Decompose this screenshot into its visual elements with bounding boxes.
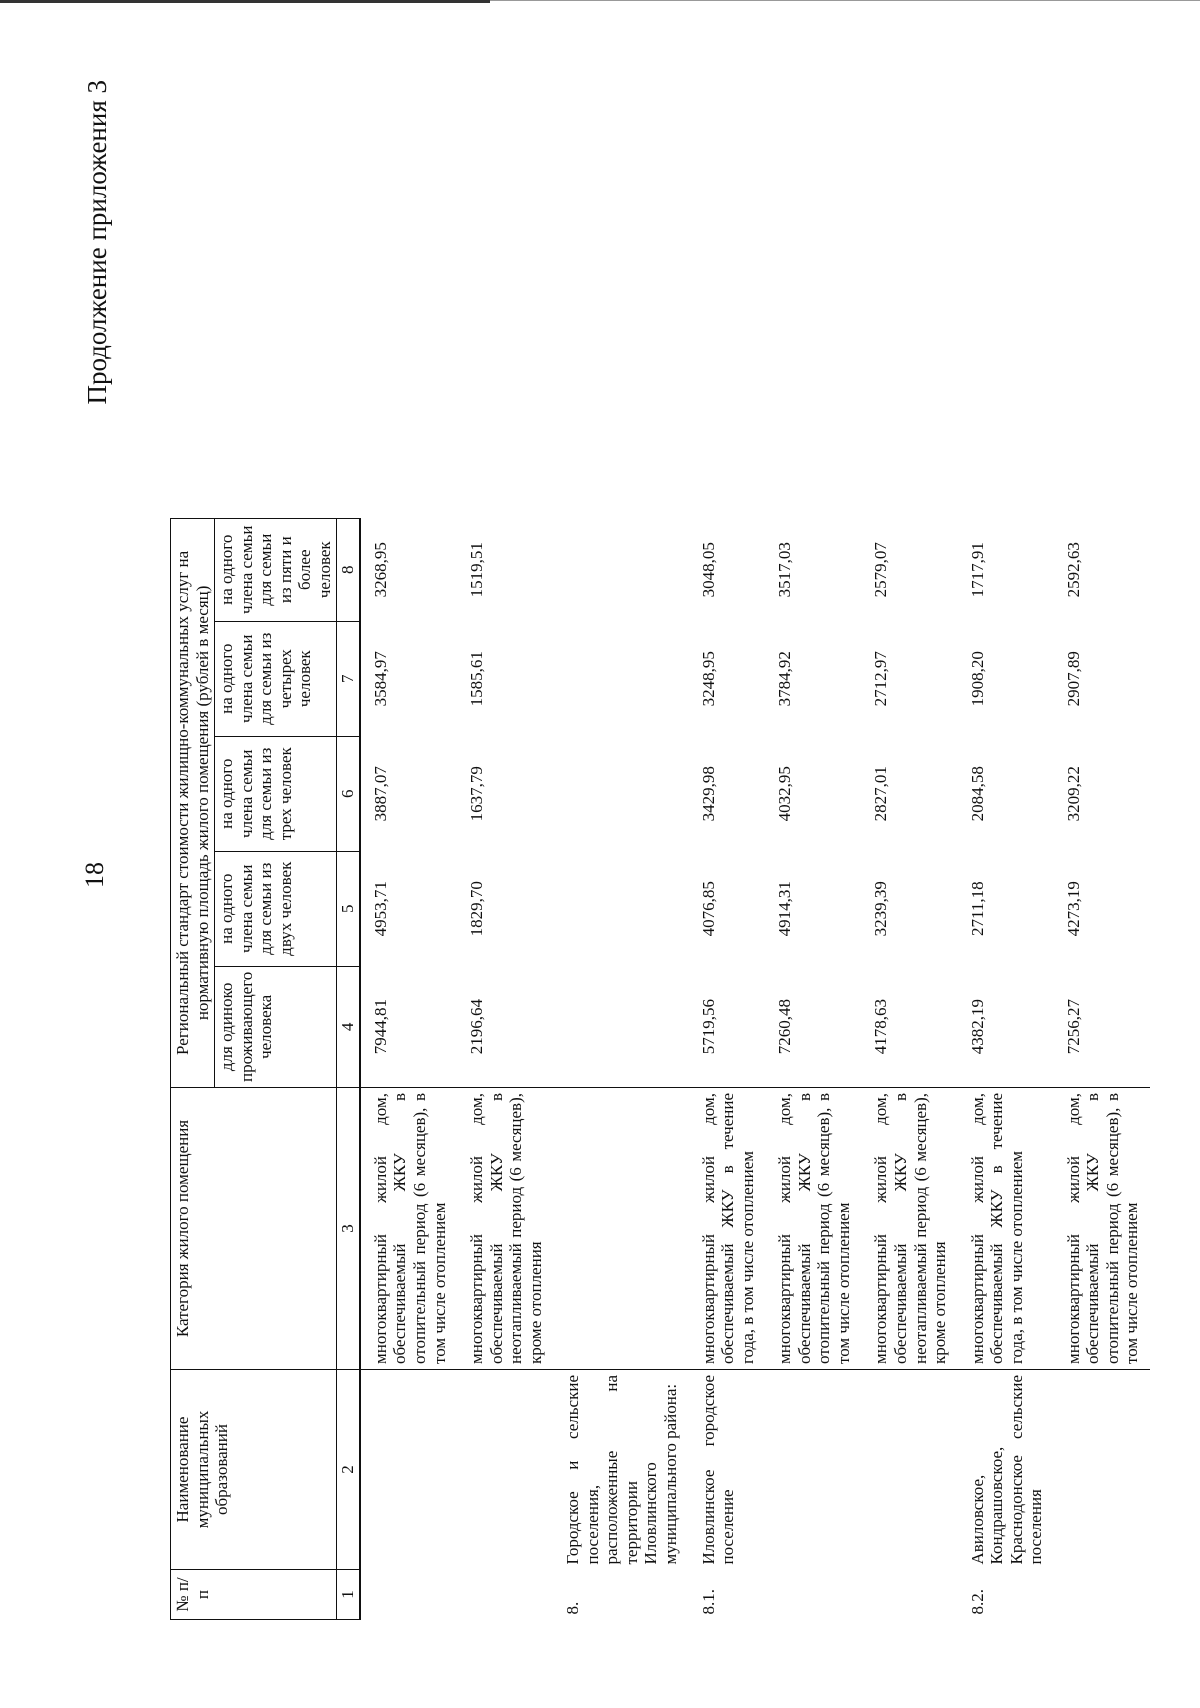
row-value-family-4 [553,621,688,736]
row-value-family-3: 2084,58 [967,766,987,822]
row-value-family-2: 4953,71 [370,881,390,937]
row-municipality [360,1370,457,1570]
row-municipality: Иловлинское городское поселение [698,1375,738,1565]
row-municipality [457,1370,553,1570]
row-value-single: 4178,63 [861,966,957,1087]
row-num [457,1570,553,1620]
header-col5: на одного члена семьи для семьи из двух человек [215,851,337,966]
column-number: 5 [337,851,360,966]
row-value-family-5plus: 2579,07 [871,542,891,598]
row-value-single: 7256,27 [1054,966,1150,1087]
row-value-family-2: 4273,19 [1063,881,1083,937]
row-category: многоквартирный жилой дом, обеспечиваемый ЖКУ в течение года, в том числе отоплением [958,1088,1054,1370]
row-category [553,1088,688,1370]
row-municipality: Городское и сельские поселения, расположенные на территории Иловлинского муниципального района: [563,1375,681,1565]
row-municipality [1054,1370,1150,1570]
table-row [861,518,957,1619]
column-number: 3 [337,1088,360,1370]
row-category: многоквартирный жилой дом, обеспечиваемый ЖКУ в течение года, в том числе отоплением [689,1088,766,1370]
row-value-family-3: 3887,07 [370,766,390,822]
row-value-family-5plus: 3048,05 [698,542,718,598]
row-category: многоквартирный жилой дом, обеспечиваемый ЖКУ в отопительный период (6 месяцев), в том числе отоплением [1054,1088,1150,1370]
row-value-family-3: 2827,01 [871,766,891,822]
row-category: многоквартирный жилой дом, обеспечиваемый ЖКУ в отопительный период (6 месяцев), в том числе отоплением [360,1088,457,1370]
row-category: многоквартирный жилой дом, обеспечиваемый ЖКУ в отопительный период (6 месяцев), в том числе отоплением [765,1088,861,1370]
header-standard: Региональный стандарт стоимости жилищно-коммунальных услуг на нормативную площадь жилого помещения (рублей в месяц) [171,518,215,1087]
row-category: многоквартирный жилой дом, обеспечиваемый ЖКУ в неотапливаемый период (6 месяцев), кроме отопления [861,1088,957,1370]
table-row [765,518,861,1619]
row-value-family-4: 3584,97 [370,651,390,707]
row-value-family-2 [553,851,688,966]
continuation-label: Продолжение приложения 3 [82,80,112,405]
row-value-family-2: 4076,85 [698,881,718,937]
header-name: Наименование муниципальных образований [171,1370,337,1570]
row-value-family-4: 2907,89 [1063,651,1083,707]
table-header-row [171,518,215,1619]
column-number: 4 [337,966,360,1087]
row-value-family-5plus: 3268,95 [370,542,390,598]
header-col6: на одного члена семьи для семьи из трех человек [215,736,337,851]
row-value-family-4: 1585,61 [467,651,487,707]
row-value-single: 7260,48 [765,966,861,1087]
row-value-family-4: 2712,97 [871,651,891,707]
table-row [689,518,766,1619]
row-value-single: 2196,64 [457,966,553,1087]
column-number: 2 [337,1370,360,1570]
header-col4: для одиноко проживающего человека [215,966,337,1087]
column-number-row [337,518,360,1619]
row-num [1054,1570,1150,1620]
row-value-family-5plus: 3517,03 [775,542,795,598]
row-num: 8.2. [967,1589,987,1615]
table-row [457,518,553,1619]
header-category: Категория жилого помещения [171,1088,337,1370]
row-category: многоквартирный жилой дом, обеспечиваемый ЖКУ в неотапливаемый период (6 месяцев), кроме отопления [457,1088,553,1370]
row-municipality [765,1370,861,1570]
row-value-single [553,966,688,1087]
row-value-family-3: 3209,22 [1063,766,1083,822]
row-value-family-5plus: 1519,51 [467,542,487,598]
row-value-family-5plus: 2592,63 [1063,542,1083,598]
row-value-single: 5719,56 [689,966,766,1087]
row-value-family-3: 3429,98 [698,766,718,822]
row-value-single: 7944,81 [360,966,457,1087]
row-value-family-2: 4914,31 [775,881,795,937]
row-num [360,1570,457,1620]
row-value-family-4: 1908,20 [967,651,987,707]
row-value-family-5plus: 1717,91 [967,542,987,598]
row-value-family-3 [553,736,688,851]
column-number: 7 [337,621,360,736]
row-value-family-2: 2711,18 [967,881,987,937]
row-value-single: 4382,19 [958,966,1054,1087]
column-number: 1 [337,1570,360,1620]
row-value-family-2: 1829,70 [467,881,487,937]
header-col7: на одного члена семьи для семьи из четырех человек [215,621,337,736]
header-col8: на одного члена семьи для семьи из пяти и более человек [215,518,337,621]
row-num: 8. [563,1601,583,1615]
row-value-family-5plus [553,518,688,621]
column-number: 6 [337,736,360,851]
row-value-family-3: 1637,79 [467,766,487,822]
row-municipality: Авиловское, Кондрашовское, Краснодонское сельские поселения [967,1375,1046,1565]
table-row [360,518,457,1619]
column-number: 8 [337,518,360,621]
header-num: № п/п [171,1570,337,1620]
row-value-family-2: 3239,39 [871,881,891,937]
row-num: 8.1. [698,1589,718,1615]
row-num [765,1570,861,1620]
table-row [553,518,688,1619]
row-value-family-3: 4032,95 [775,766,795,822]
row-num [861,1570,957,1620]
row-municipality [861,1370,957,1570]
row-value-family-4: 3784,92 [775,651,795,707]
housing-standard-table [170,518,1150,1620]
table-row [1054,518,1150,1619]
table-row [958,518,1054,1619]
page-number: 18 [80,862,109,888]
row-value-family-4: 3248,95 [698,651,718,707]
